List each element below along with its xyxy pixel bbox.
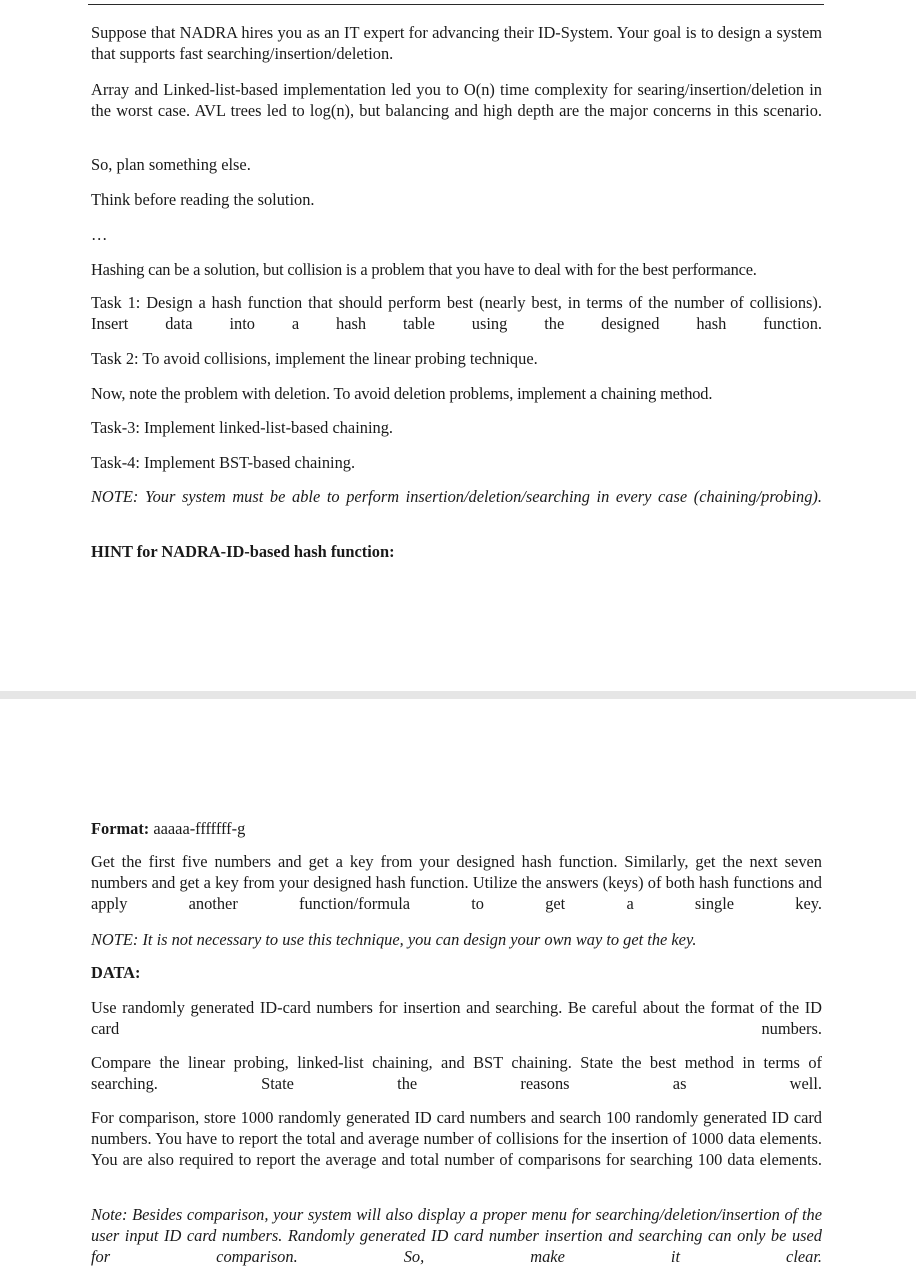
technique-note: NOTE: It is not necessary to use this technique, you can design your own way to get the key. [91,930,697,949]
random-ids-paragraph: Use randomly generated ID-card numbers for insertion and searching. Be careful about the format of the ID card numbers. [91,998,822,1038]
think-line: Think before reading the solution. [91,190,315,209]
data-heading: DATA: [91,963,141,982]
page-gap [0,691,916,699]
deletion-paragraph: Now, note the problem with deletion. To avoid deletion problems, implement a chaining method. [91,384,713,403]
plan-line: So, plan something else. [91,155,251,174]
keys-paragraph: Get the first five numbers and get a key from your designed hash function. Similarly, get the next seven numbers and get a key from your designed hash function. Utilize the answers (keys) of both hash functions and apply another function/formula to get a single key. [91,852,822,913]
format-label: Format: [91,819,150,838]
compare-paragraph: Compare the linear probing, linked-list chaining, and BST chaining. State the best method in terms of searching. State the reasons as well. [91,1053,822,1093]
top-rule [88,4,824,5]
task-4: Task-4: Implement BST-based chaining. [91,453,356,472]
task-2: Task 2: To avoid collisions, implement the linear probing technique. [91,349,538,368]
hashing-paragraph: Hashing can be a solution, but collision is a problem that you have to deal with for the best performance. [91,260,757,279]
task-1: Task 1: Design a hash function that should perform best (nearly best, in terms of the number of collisions). Insert data into a hash table using the designed hash function. [91,293,822,333]
comparison-paragraph: For comparison, store 1000 randomly generated ID card numbers and search 100 randomly generated ID card numbers. You have to report the total and average number of collisions for the insertion of 1000 data elements. You are also required to report the average and total number of comparisons for searching 100 data elements. [91,1108,822,1169]
ellipsis: … [91,225,108,244]
hint-heading: HINT for NADRA-ID-based hash function: [91,542,395,561]
note-paragraph: NOTE: Your system must be able to perform insertion/deletion/searching in every case (chaining/probing). [91,487,822,506]
document-page-2 [0,699,916,1280]
format-value: aaaaa-fffffff-g [149,819,246,838]
complexity-paragraph: Array and Linked-list-based implementation led you to O(n) time complexity for searing/insertion/deletion in the worst case. AVL trees led to log(n), but balancing and high depth are the major concerns in this scenario. [91,80,822,120]
task-3: Task-3: Implement linked-list-based chaining. [91,418,394,437]
menu-note-paragraph: Note: Besides comparison, your system will also display a proper menu for searching/deletion/insertion of the user input ID card numbers. Randomly generated ID card number insertion and searching can only be used for comparison. So, make it clear. [91,1205,822,1266]
intro-paragraph: Suppose that NADRA hires you as an IT expert for advancing their ID-System. Your goal is to design a system that supports fast searching/insertion/deletion. [91,23,822,63]
format-line [91,818,822,839]
